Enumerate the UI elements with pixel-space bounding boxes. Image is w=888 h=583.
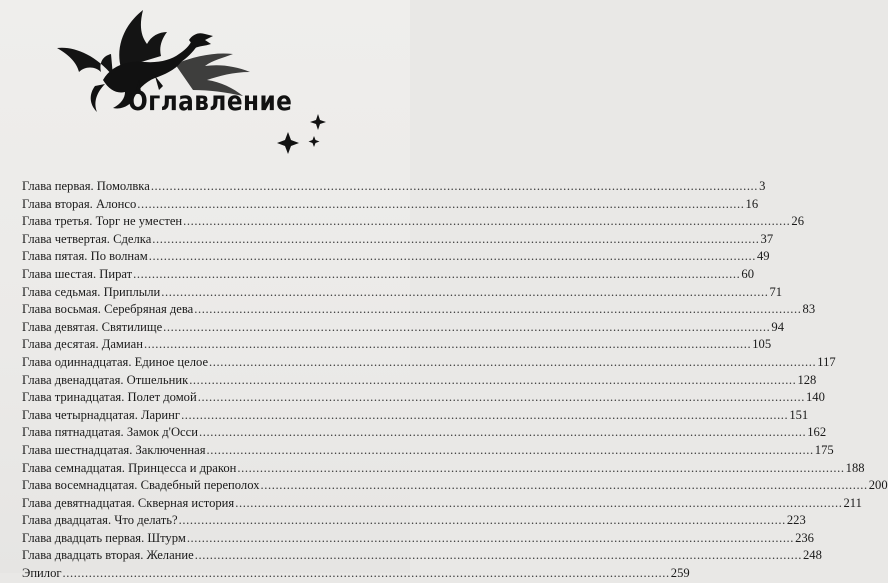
toc-leader-dots — [163, 319, 770, 337]
toc-leader-dots — [144, 336, 751, 354]
toc-entry-page: 236 — [795, 530, 814, 545]
toc-entry — [22, 389, 825, 407]
toc-entry — [22, 354, 836, 372]
toc-entry — [22, 336, 772, 354]
toc-leader-dots — [151, 178, 758, 196]
toc-entry — [22, 248, 770, 266]
toc-entry — [22, 319, 785, 337]
toc-entry — [22, 477, 888, 495]
toc-leader-dots — [189, 372, 796, 390]
toc-entry-page: 128 — [797, 372, 817, 387]
toc-entry-title: Глава восемнадцатая. Свадебный переполох — [22, 478, 260, 493]
toc-entry — [22, 495, 862, 513]
toc-leader-dots — [187, 530, 794, 548]
toc-entry-title: Глава первая. Помолвка — [22, 179, 150, 193]
toc-entry-page: 151 — [789, 407, 809, 422]
toc-leader-dots — [194, 301, 801, 319]
toc-entry-title: Глава двадцать первая. Штурм — [22, 530, 186, 545]
toc-entry-page: 83 — [802, 302, 816, 317]
page-header — [0, 0, 410, 170]
toc-entry-title: Глава двенадцатая. Отшельник — [22, 372, 189, 387]
toc-entry-title: Глава пятнадцатая. Замок д'Осси — [22, 425, 198, 440]
toc-entry — [22, 407, 809, 425]
toc-entry-title: Глава пятая. По волнам — [22, 249, 148, 264]
toc-entry-title: Глава четвертая. Сделка — [22, 231, 152, 246]
page-title: Оглавление — [128, 86, 293, 117]
toc-entry-title: Глава девятнадцатая. Скверная история — [22, 495, 235, 510]
toc-entry-title: Глава девятая. Святилище — [22, 319, 163, 334]
toc-entry — [22, 424, 827, 442]
toc-entry — [22, 512, 806, 530]
toc-leader-dots — [198, 389, 805, 407]
toc-entry-title: Глава шестая. Пират — [22, 266, 133, 281]
toc-leader-dots — [137, 196, 744, 214]
toc-entry-title: Глава седьмая. Приплыли — [22, 284, 161, 299]
toc-entry — [22, 196, 759, 214]
toc-entry-page: 211 — [843, 495, 862, 510]
toc-entry-page: 175 — [814, 442, 834, 457]
toc-entry-title: Глава семнадцатая. Принцесса и дракон — [22, 460, 237, 475]
toc-entry-page: 200 — [868, 478, 888, 493]
toc-entry — [22, 565, 690, 583]
toc-entry — [22, 460, 865, 478]
toc-entry-title: Глава шестнадцатая. Заключенная — [22, 442, 206, 457]
toc-leader-dots — [152, 231, 759, 249]
toc-leader-dots — [261, 477, 868, 495]
toc-leader-dots — [207, 442, 814, 460]
toc-entry-page: 259 — [670, 566, 690, 581]
toc-entry-page: 223 — [786, 513, 806, 528]
toc-entry-title: Глава тринадцатая. Полет домой — [22, 390, 197, 405]
toc-entry — [22, 178, 766, 196]
toc-leader-dots — [181, 407, 788, 425]
toc-entry — [22, 231, 774, 249]
toc-entry — [22, 442, 834, 460]
toc-entry — [22, 530, 814, 548]
toc-entry-page: 188 — [845, 460, 865, 475]
table-of-contents — [22, 178, 888, 583]
sparkle-stars-icon — [268, 110, 338, 160]
toc-entry-page: 140 — [805, 390, 825, 405]
toc-entry-page: 49 — [756, 249, 770, 264]
toc-entry-page: 105 — [752, 337, 772, 352]
toc-leader-dots — [183, 213, 790, 231]
toc-leader-dots — [199, 424, 806, 442]
toc-entry-page: 16 — [745, 196, 759, 211]
toc-entry — [22, 301, 816, 319]
toc-entry-page: 248 — [802, 548, 822, 563]
toc-entry — [22, 547, 822, 565]
toc-leader-dots — [237, 460, 844, 478]
toc-entry-page: 26 — [791, 214, 805, 229]
toc-entry — [22, 213, 805, 231]
toc-entry-title: Глава третья. Торг не уместен — [22, 214, 183, 229]
toc-entry-page: 162 — [807, 425, 827, 440]
toc-entry-title: Глава четырнадцатая. Ларинг — [22, 407, 181, 422]
toc-leader-dots — [161, 284, 768, 302]
toc-entry-page: 37 — [760, 231, 774, 246]
toc-entry-page: 117 — [817, 354, 836, 369]
toc-entry — [22, 372, 817, 390]
toc-entry-page: 60 — [741, 266, 754, 281]
toc-leader-dots — [133, 266, 740, 284]
toc-entry-title: Глава одиннадцатая. Единое целое — [22, 354, 209, 369]
toc-leader-dots — [209, 354, 816, 372]
toc-entry — [22, 266, 754, 284]
toc-entry — [22, 284, 783, 302]
toc-leader-dots — [179, 512, 786, 530]
toc-entry-page: 3 — [759, 179, 766, 193]
toc-entry-page: 71 — [769, 284, 783, 299]
toc-entry-title: Глава двадцать вторая. Желание — [22, 548, 194, 563]
toc-entry-title: Глава двадцатая. Что делать? — [22, 513, 178, 528]
toc-entry-page: 94 — [771, 319, 785, 334]
toc-leader-dots — [63, 565, 670, 583]
toc-entry-title: Глава восьмая. Серебряная дева — [22, 302, 194, 317]
toc-leader-dots — [235, 495, 842, 513]
toc-entry-title: Глава десятая. Дамиан — [22, 337, 143, 352]
toc-leader-dots — [195, 547, 802, 565]
toc-entry-title: Глава вторая. Алонсо — [22, 196, 137, 211]
toc-entry-title: Эпилог — [22, 566, 62, 581]
toc-leader-dots — [149, 248, 756, 266]
